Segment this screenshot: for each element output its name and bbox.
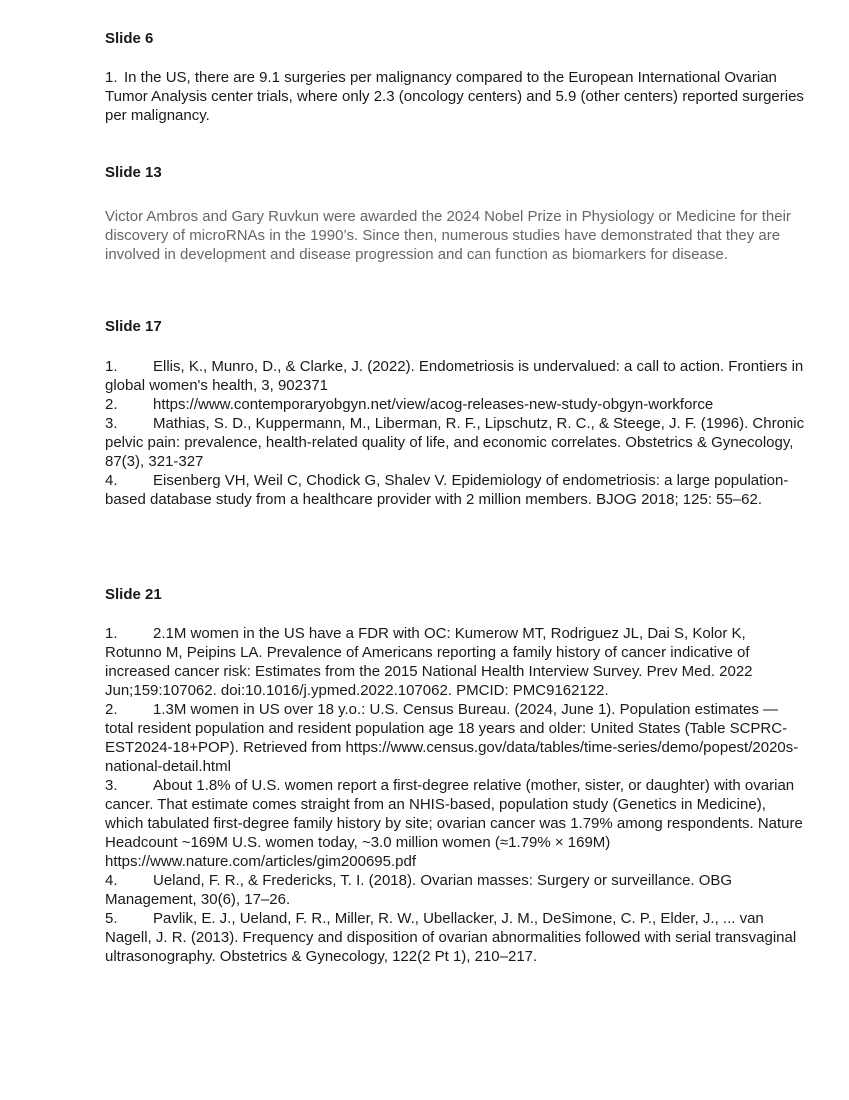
item-text: In the US, there are 9.1 surgeries per malignancy compared to the European International Ovarian Tumor Analysis center trials, where only 2.3 (oncology centers) and 5.9 (other centers) reported surgeries per malignancy. (105, 69, 804, 124)
item-number: 1. (105, 69, 118, 86)
reference-item: 2. 1.3M women in US over 18 y.o.: U.S. Census Bureau. (2024, June 1). Population estimates — total resident population and resident population age 18 years and older: United States (Table SCPRC-EST2024-18+POP). Retrieved from https://www.census.gov/data/tables/time-series/demo/popest/2020s-national-detail.html (105, 701, 799, 775)
reference-item: 3. About 1.8% of U.S. women report a first-degree relative (mother, sister, or daughter) with ovarian cancer. That estimate comes straight from an NHIS-based, population study (Genetics in Medicine), which tabulated first-degree family history by site; ovarian cancer was 1.79% among respondents. Nature Headcount ~169M U.S. women today, ~3.0 million women (≈1.79% × 169M) https://www.nature.com/articles/gim200695.pdf (105, 777, 803, 870)
slide6-body (105, 68, 805, 125)
reference-item: 4. Eisenberg VH, Weil C, Chodick G, Shalev V. Epidemiology of endometriosis: a large population-based database study from a healthcare provider with 2 million members. BJOG 2018; 125: 55–62. (105, 472, 789, 508)
slide17-body (105, 357, 805, 509)
slide21-body (105, 624, 805, 966)
reference-item: 4. Ueland, F. R., & Fredericks, T. I. (2018). Ovarian masses: Surgery or surveillance. OBG Management, 30(6), 17–26. (105, 872, 733, 908)
reference-item: 5. Pavlik, E. J., Ueland, F. R., Miller, R. W., Ubellacker, J. M., DeSimone, C. P., Elder, J., ... van Nagell, J. R. (2013). Frequency and disposition of ovarian abnormalities followed with serial transvaginal ultrasonography. Obstetrics & Gynecology, 122(2 Pt 1), 210–217. (105, 910, 797, 965)
reference-item: 1. Ellis, K., Munro, D., & Clarke, J. (2022). Endometriosis is undervalued: a call to action. Frontiers in global women's health, 3, 902371 (105, 358, 804, 394)
slide13-body (105, 207, 805, 264)
section-heading-slide6: Slide 6 (105, 30, 154, 47)
section-heading-slide13: Slide 13 (105, 164, 162, 181)
reference-item: 1. 2.1M women in the US have a FDR with OC: Kumerow MT, Rodriguez JL, Dai S, Kolor K, Rotunno M, Peipins LA. Prevalence of Americans reporting a family history of cancer indicative of increased cancer risk: Estimates from the 2015 National Health Interview Survey. Prev Med. 2022 Jun;159:107062. doi:10.1016/j.ypmed.2022.107062. PMCID: PMC9162122. (105, 625, 753, 699)
slide6-item (105, 68, 805, 125)
section-heading-slide17: Slide 17 (105, 318, 162, 335)
reference-item: 2. https://www.contemporaryobgyn.net/view/acog-releases-new-study-obgyn-workforce (105, 396, 714, 413)
slide13-paragraph: Victor Ambros and Gary Ruvkun were awarded the 2024 Nobel Prize in Physiology or Medicine for their discovery of microRNAs in the 1990’s. Since then, numerous studies have demonstrated that they are involved in development and disease progression and can function as biomarkers for disease. (105, 208, 791, 263)
section-heading-slide21: Slide 21 (105, 586, 162, 603)
reference-item: 3. Mathias, S. D., Kuppermann, M., Liberman, R. F., Lipschutz, R. C., & Steege, J. F. (1996). Chronic pelvic pain: prevalence, health-related quality of life, and economic correlates. Obstetrics & Gynecology, 87(3), 321-327 (105, 415, 805, 470)
